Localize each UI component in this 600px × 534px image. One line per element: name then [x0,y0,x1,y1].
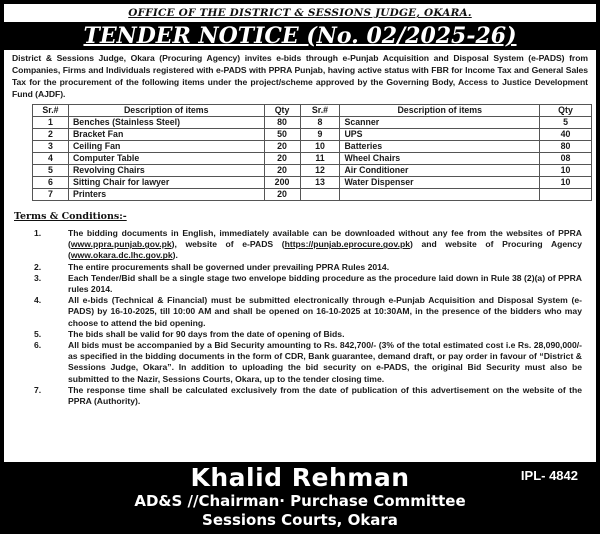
table-row [33,129,592,141]
procuring-agency-link[interactable]: www.okara.dc.lhc.gov.pk [70,250,173,261]
ppra-link[interactable]: www.ppra.punjab.gov.pk [70,239,172,250]
cell-description: Revolving Chairs [68,165,264,177]
cell-description: Bracket Fan [68,129,264,141]
cell-qty: 10 [540,165,592,177]
term-text: All e-bids (Technical & Financial) must be submitted electronically through e-Punjab Acquisition and Disposal System (e-PADS) by 16-10-2025, till 10:00 AM and shall be opened on 16-10-2025 at 10:30AM, in the presence of the bidders who may choose to attend the bid opening. [68,295,582,328]
term-text: Each Tender/Bid shall be a single stage two envelope bidding procedure as the procedure laid down in Rule 38 (2)(a) of PPRA rules 2014. [68,272,582,295]
cell-sr: 13 [300,177,340,189]
cell-description: Benches (Stainless Steel) [68,117,264,129]
cell-sr: 6 [33,177,69,189]
term-item [12,228,588,262]
term-text-part: ) and website of Procuring Agency ( [68,239,582,261]
signatory-role: AD&S //Chairman· Purchase Committee [134,492,466,510]
term-item [12,262,588,273]
term-item [12,295,588,329]
term-number: 6. [34,340,42,351]
term-number: 3. [34,272,42,283]
signatory-name: Khalid Rehman [190,463,410,492]
cell-description: Printers [68,189,264,201]
cell-description: Ceiling Fan [68,141,264,153]
cell-qty: 200 [264,177,300,189]
cell-sr: 3 [33,141,69,153]
term-item [12,329,588,340]
cell-qty [540,189,592,201]
col-header-description: Description of items [340,105,540,117]
col-header-qty: Qty [540,105,592,117]
term-item [12,340,588,385]
term-text: The entire procurements shall be governed under prevailing PPRA Rules 2014. [68,261,390,272]
cell-qty: 5 [540,117,592,129]
table-row [33,165,592,177]
term-text [68,228,588,262]
cell-qty: 08 [540,153,592,165]
cell-sr: 8 [300,117,340,129]
cell-description: Wheel Chairs [340,153,540,165]
terms-list [12,228,588,407]
cell-qty: 80 [540,141,592,153]
term-number: 2. [34,261,42,272]
notice-title: TENDER NOTICE (No. 02/2025-26) [83,23,517,49]
cell-qty: 80 [264,117,300,129]
table-row [33,141,592,153]
col-header-qty: Qty [264,105,300,117]
cell-qty: 20 [264,141,300,153]
notice-body [4,50,596,462]
term-number: 7. [34,384,42,395]
term-text: The bids shall be valid for 90 days from the date of opening of Bids. [68,328,345,339]
cell-description: Air Conditioner [340,165,540,177]
cell-sr [300,189,340,201]
term-number: 1. [34,228,42,238]
cell-sr: 4 [33,153,69,165]
term-text-part: The bidding documents in English, immediately available can be downloaded without any fee from the websites of PPRA ( [68,228,582,250]
term-number: 5. [34,328,42,339]
cell-sr: 2 [33,129,69,141]
table-row [33,189,592,201]
cell-description: Water Dispenser [340,177,540,189]
cell-sr: 12 [300,165,340,177]
ipl-code: IPL- 4842 [520,468,578,483]
term-text-part: ), website of e-PADS ( [171,239,285,250]
epads-link[interactable]: https://punjab.eprocure.gov.pk [284,239,410,250]
office-heading-text: OFFICE OF THE DISTRICT & SESSIONS JUDGE, OKARA. [128,7,472,19]
table-row [33,153,592,165]
table-row [33,117,592,129]
cell-sr: 9 [300,129,340,141]
term-item [12,273,588,295]
cell-sr: 7 [33,189,69,201]
cell-qty: 40 [540,129,592,141]
title-band [0,22,600,50]
cell-qty: 10 [540,177,592,189]
cell-qty: 20 [264,165,300,177]
col-header-sr: Sr.# [33,105,69,117]
signature-footer [0,462,600,534]
cell-sr: 10 [300,141,340,153]
items-table [32,104,592,201]
cell-qty: 20 [264,153,300,165]
terms-heading: Terms & Conditions:- [14,211,127,222]
cell-description: Scanner [340,117,540,129]
signatory-place: Sessions Courts, Okara [202,511,398,529]
cell-sr: 5 [33,165,69,177]
term-text-part: ). [172,250,178,261]
term-number: 4. [34,295,42,306]
cell-sr: 11 [300,153,340,165]
table-header-row [33,105,592,117]
term-text: All bids must be accompanied by a Bid Security amounting to Rs. 842,700/- (3% of the total estimated cost i.e Rs. 28,090,000/- as specified in the bidding documents in the form of CDR, Bank guarantee, demand draft, or pay order in favour of “District & Sessions Judge, Okara”. In addition to uploading the bid security on e-PADS, the original Bid Security must also be submitted to the Nazir, Sessions Courts, Okara, up to the tender closing time. [68,340,582,384]
cell-qty: 20 [264,189,300,201]
cell-description: Computer Table [68,153,264,165]
term-item [12,385,588,407]
cell-qty: 50 [264,129,300,141]
cell-description: Sitting Chair for lawyer [68,177,264,189]
cell-description: UPS [340,129,540,141]
table-row [33,177,592,189]
col-header-sr: Sr.# [300,105,340,117]
cell-description: Batteries [340,141,540,153]
cell-description [340,189,540,201]
intro-paragraph: District & Sessions Judge, Okara (Procuring Agency) invites e-bids through e-Punjab Acquisition and Disposal System (e-PADS) from Companies, Firms and Individuals registered with e-PADS with PPRA Punjab, having active status with FBR for Income Tax and General Sales Tax for the procurement of the following items under the project/scheme approved by the Governing Body, Access to Justice Development Fund (AJDF). [12,53,588,99]
col-header-description: Description of items [68,105,264,117]
cell-sr: 1 [33,117,69,129]
term-text: The response time shall be calculated exclusively from the date of publication of this advertisement on the website of the PPRA (Authority). [68,384,582,407]
office-heading [4,4,596,22]
